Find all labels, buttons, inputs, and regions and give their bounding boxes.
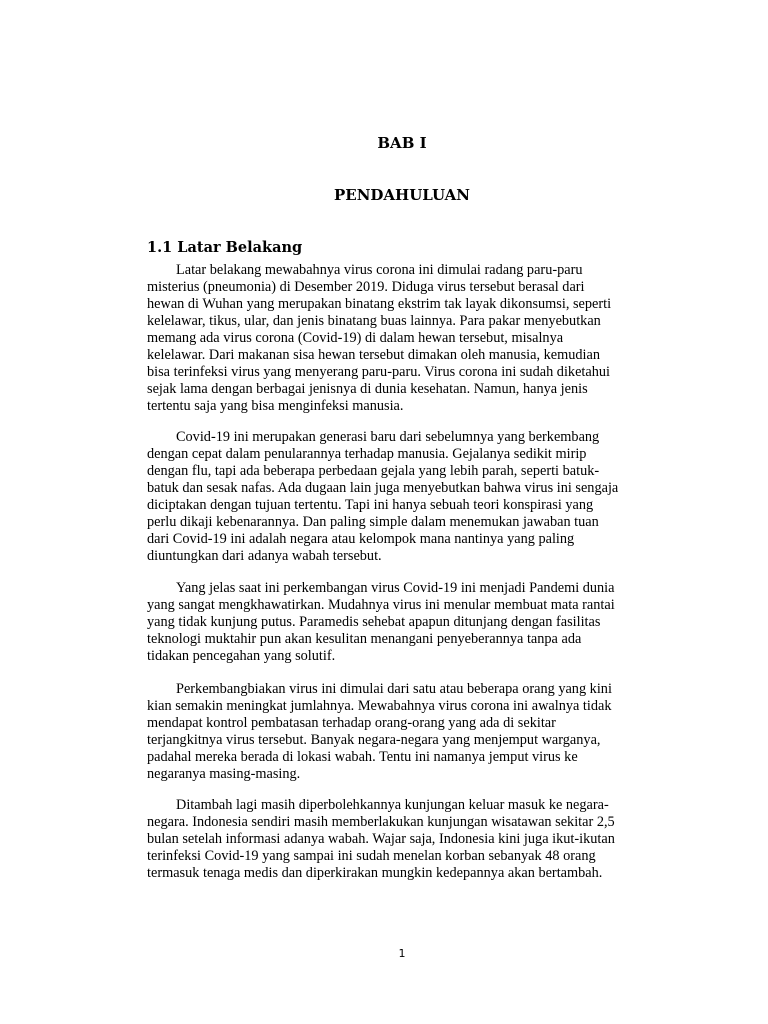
paragraph-line: mendapat kontrol pembatasan terhadap orang-orang yang ada di sekitar	[147, 715, 556, 731]
paragraph-line: Latar belakang mewabahnya virus corona ini dimulai radang paru-paru	[176, 262, 583, 278]
paragraph-line: terjangkitnya virus tersebut. Banyak negara-negara yang menjemput warganya,	[147, 732, 601, 748]
paragraph-line: Covid-19 ini merupakan generasi baru dari sebelumnya yang berkembang	[176, 429, 600, 445]
paragraph-line: bisa terinfeksi virus yang menyerang paru-paru. Virus corona ini sudah diketahui	[147, 364, 611, 380]
paragraph-line: yang sangat mengkhawatirkan. Mudahnya virus ini menular membuat mata rantai	[147, 597, 615, 613]
paragraph-line: diciptakan dengan tujuan tertentu. Tapi ini hanya sebuah teori konspirasi yang	[147, 497, 594, 513]
paragraph-2	[147, 429, 667, 565]
paragraph-line: Ditambah lagi masih diperbolehkannya kunjungan keluar masuk ke negara-	[176, 797, 609, 813]
paragraph-line: dari Covid-19 ini adalah negara atau kelompok mana nantinya yang paling	[147, 531, 575, 547]
paragraph-line: misterius (pneumonia) di Desember 2019. Diduga virus tersebut berasal dari	[147, 279, 585, 295]
paragraph-line: negaranya masing-masing.	[147, 766, 301, 782]
paragraph-line: batuk dan sesak nafas. Ada dugaan lain juga menyebutkan bahwa virus ini sengaja	[147, 480, 619, 496]
paragraph-line: perlu dikaji kebenarannya. Dan paling simple dalam menemukan jawaban tuan	[147, 514, 599, 530]
paragraph-line: teknologi muktahir pun akan kesulitan menangani penyeberannya tanpa ada	[147, 631, 582, 647]
paragraph-line: sejak lama dengan berbagai jenisnya di dunia kesehatan. Namun, hanya jenis	[147, 381, 588, 397]
paragraph-line: negara. Indonesia sendiri masih memberlakukan kunjungan wisatawan sekitar 2,5	[147, 814, 615, 830]
paragraph-line: kelelawar. Dari makanan sisa hewan tersebut dimakan oleh manusia, kemudian	[147, 347, 600, 363]
chapter-title: BAB I	[377, 134, 427, 152]
paragraph-line: termasuk tenaga medis dan diperkirakan mungkin kedepannya akan bertambah.	[147, 865, 603, 881]
section-heading: 1.1 Latar Belakang	[147, 239, 303, 256]
paragraph-line: Perkembangbiakan virus ini dimulai dari satu atau beberapa orang yang kini	[176, 681, 612, 697]
paragraph-line: Yang jelas saat ini perkembangan virus Covid-19 ini menjadi Pandemi dunia	[176, 580, 615, 596]
paragraph-1	[147, 262, 667, 415]
paragraph-line: tertentu saja yang bisa menginfeksi manusia.	[147, 398, 404, 414]
paragraph-line: terinfeksi Covid-19 yang sampai ini sudah menelan korban sebanyak 48 orang	[147, 848, 596, 864]
paragraph-line: yang tidak kunjung putus. Paramedis sehebat apapun ditunjang dengan fasilitas	[147, 614, 601, 630]
paragraph-line: dengan cepat dalam penularannya terhadap manusia. Gejalanya sedikit mirip	[147, 446, 587, 462]
paragraph-line: kelelawar, tikus, ular, dan jenis binatang buas lainnya. Para pakar menyebutkan	[147, 313, 601, 329]
paragraph-5	[147, 797, 667, 882]
paragraph-line: bulan setelah informasi adanya wabah. Wajar saja, Indonesia kini juga ikut-ikutan	[147, 831, 615, 847]
paragraph-line: kian semakin meningkat jumlahnya. Mewabahnya virus corona ini awalnya tidak	[147, 698, 612, 714]
paragraph-line: dengan flu, tapi ada beberapa perbedaan gejala yang lebih parah, seperti batuk-	[147, 463, 600, 479]
paragraph-3	[147, 580, 667, 665]
paragraph-line: hewan di Wuhan yang merupakan binatang ekstrim tak layak dikonsumsi, seperti	[147, 296, 612, 312]
paragraph-line: tidakan pencegahan yang solutif.	[147, 648, 336, 664]
paragraph-line: diuntungkan dari adanya wabah tersebut.	[147, 548, 382, 564]
page-number: 1	[398, 947, 406, 960]
paragraph-4	[147, 681, 667, 783]
chapter-subtitle: PENDAHULUAN	[333, 186, 471, 204]
paragraph-line: padahal mereka berada di lokasi wabah. Tentu ini namanya jemput virus ke	[147, 749, 578, 765]
paragraph-line: memang ada virus corona (Covid-19) di dalam hewan tersebut, misalnya	[147, 330, 564, 346]
